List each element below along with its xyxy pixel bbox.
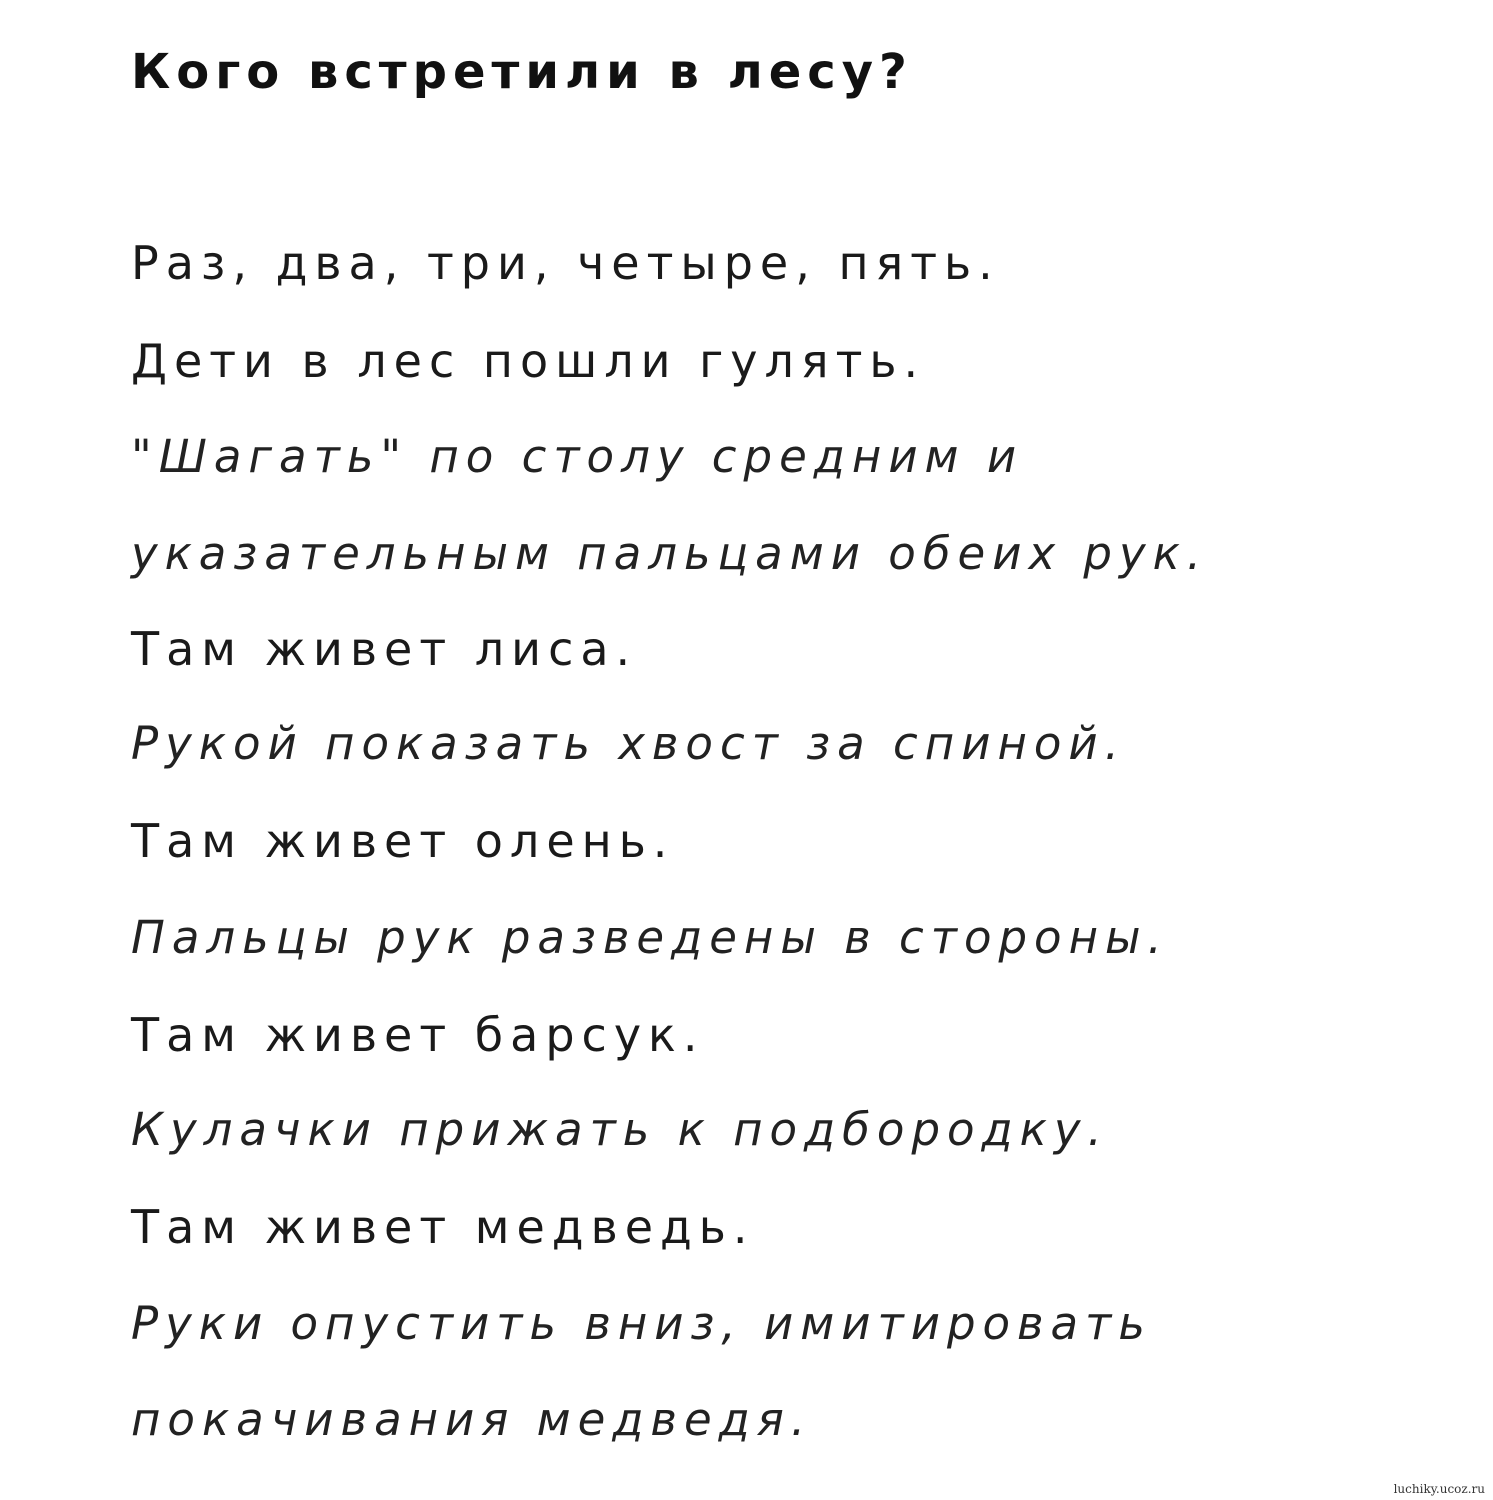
site-watermark: luchiky.ucoz.ru [1393,1482,1485,1496]
instruction-line: Кулачки прижать к подбородку. [131,1103,1109,1156]
poem-line: Там живет лиса. [131,622,638,676]
poem-line: Дети в лес пошли гулять. [131,334,926,388]
poem-line: Там живет медведь. [131,1200,755,1254]
poem-line: Там живет олень. [131,814,675,868]
instruction-line: Рукой показать хвост за спиной. [131,717,1126,770]
instruction-line: указательным пальцами обеих рук. [131,527,1209,580]
instruction-line: покачивания медведя. [131,1393,813,1446]
poem-title: Кого встретили в лесу? [131,44,913,100]
instruction-line: "Шагать" по столу средним и [131,430,1024,483]
poem-line: Раз, два, три, четыре, пять. [131,236,1000,290]
instruction-line: Пальцы рук разведены в стороны. [131,911,1169,964]
poem-line: Там живет барсук. [131,1008,705,1062]
instruction-line: Руки опустить вниз, имитировать [131,1297,1152,1350]
